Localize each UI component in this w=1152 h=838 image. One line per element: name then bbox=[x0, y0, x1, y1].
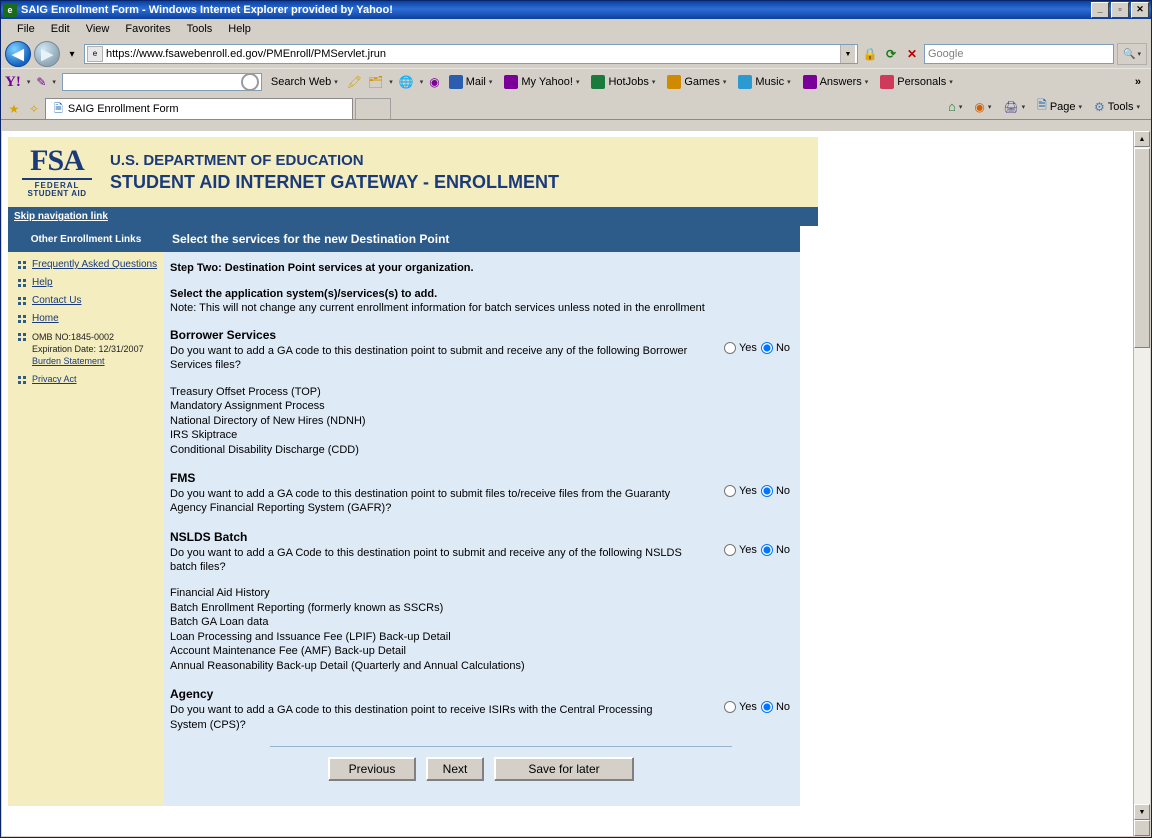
star-icon[interactable]: ★ bbox=[8, 102, 20, 116]
sidebar-item-home[interactable] bbox=[8, 306, 164, 324]
bullet-icon bbox=[18, 333, 26, 341]
banner-text bbox=[110, 152, 559, 193]
answers-label: Answers bbox=[819, 76, 862, 88]
main-panel bbox=[164, 226, 800, 806]
bullet-icon bbox=[18, 297, 26, 305]
chevron-down-icon: ▾ bbox=[488, 79, 493, 86]
page-menu-icon: 🗎 bbox=[1037, 98, 1047, 112]
search-icon bbox=[241, 73, 259, 91]
radio-label-no: No bbox=[775, 543, 790, 556]
games-button[interactable] bbox=[664, 73, 729, 91]
radio-yes-borrower-services[interactable] bbox=[724, 342, 736, 354]
radio-label-yes: Yes bbox=[738, 342, 757, 354]
chevron-down-icon[interactable]: ▾ bbox=[52, 79, 56, 86]
radio-label-yes: Yes bbox=[738, 543, 757, 556]
section-fms bbox=[170, 471, 792, 516]
bullet-icon bbox=[18, 376, 26, 384]
padlock-icon: 🔒 bbox=[862, 47, 878, 61]
save-for-later-button[interactable]: Save for later bbox=[494, 757, 634, 781]
select-instruction: Select the application system(s)/services(s) to add. bbox=[170, 288, 438, 300]
chevron-down-icon[interactable]: ▾ bbox=[389, 79, 393, 86]
refresh-button[interactable]: ⟳ bbox=[885, 47, 897, 61]
chevron-down-icon: ▾ bbox=[1137, 51, 1141, 58]
section-title: NSLDS Batch bbox=[170, 529, 248, 544]
fsa-logo-sub2: STUDENT AID bbox=[27, 189, 87, 198]
skip-navigation-bar bbox=[8, 207, 818, 226]
sidebar-omb-block bbox=[8, 324, 164, 367]
print-icon: 🖨 bbox=[1003, 99, 1019, 114]
radio-option-no[interactable] bbox=[761, 544, 790, 556]
omb-text bbox=[32, 331, 144, 367]
section-title: Agency bbox=[170, 687, 214, 702]
section-question: Do you want to add a GA code to this destination point to submit files to/receive files from the Guaranty Agency Financial Reporting System (GAFR)? bbox=[170, 488, 671, 515]
close-button[interactable]: ✕ bbox=[1131, 2, 1149, 18]
games-label: Games bbox=[684, 76, 720, 88]
web-page bbox=[2, 131, 1137, 836]
sidebar-item-label: Privacy Act bbox=[32, 374, 77, 385]
list-item: Mandatory Assignment Process bbox=[170, 400, 325, 413]
mail-icon bbox=[449, 75, 463, 89]
next-button[interactable]: Next bbox=[426, 757, 484, 781]
hotjobs-button[interactable] bbox=[588, 73, 658, 91]
radio-group-borrower-services bbox=[724, 342, 790, 354]
chevron-down-icon: ▾ bbox=[787, 79, 791, 86]
maximize-button[interactable]: ▫ bbox=[1111, 2, 1129, 18]
hotjobs-label: HotJobs bbox=[608, 76, 649, 88]
toolbar-overflow-button[interactable]: » bbox=[1134, 76, 1141, 88]
section-question: Do you want to add a GA code to this destination point to submit and receive any of the following Borrower Services files? bbox=[170, 345, 688, 372]
folder-icon[interactable]: 🗂 bbox=[368, 75, 384, 89]
tab-bar-tools bbox=[945, 94, 1151, 119]
section-question: Do you want to add a GA Code to this destination point to submit and receive any of the following NSLDS batch files? bbox=[170, 546, 682, 574]
radio-label-yes: Yes bbox=[738, 485, 757, 498]
fsa-logo-text: FSA bbox=[30, 144, 84, 177]
bullet-icon bbox=[18, 261, 26, 269]
add-favorites-icon[interactable]: ✧ bbox=[28, 102, 40, 116]
list-item: Batch Enrollment Reporting (formerly known as SSCRs) bbox=[170, 601, 444, 614]
new-tab-button[interactable] bbox=[355, 98, 391, 119]
chevron-down-icon: ▾ bbox=[958, 103, 963, 111]
bullet-icon bbox=[18, 315, 26, 323]
search-icon: 🔍 bbox=[1123, 48, 1136, 60]
my-yahoo-button[interactable] bbox=[501, 73, 582, 91]
omb-expiration: Expiration Date: 12/31/2007 bbox=[32, 344, 144, 355]
radio-label-no: No bbox=[775, 342, 790, 354]
yahoo-mail-button[interactable] bbox=[446, 73, 496, 91]
security-icons bbox=[861, 45, 921, 63]
radio-no-agency[interactable] bbox=[761, 701, 773, 713]
search-input[interactable]: Google bbox=[924, 44, 1114, 64]
title-bar bbox=[1, 1, 1151, 19]
note-text: Note: This will not change any current enrollment information for batch services unless noted in the enrollment bbox=[170, 302, 705, 314]
radio-label-yes: Yes bbox=[738, 701, 757, 714]
form-buttons bbox=[170, 747, 792, 795]
skip-navigation-link[interactable]: Skip navigation link bbox=[14, 211, 108, 222]
menu-item-view[interactable]: View bbox=[85, 23, 110, 35]
list-item: Treasury Offset Process (TOP) bbox=[170, 385, 321, 398]
page-menu-button[interactable] bbox=[1034, 94, 1085, 119]
radio-group-agency bbox=[724, 701, 790, 713]
forward-button[interactable]: ▶ bbox=[34, 41, 60, 67]
games-icon bbox=[667, 75, 681, 89]
section-question: Do you want to add a GA code to this destination point to receive ISIRs with the Central Processing System (CPS)? bbox=[170, 704, 653, 731]
radio-option-yes[interactable] bbox=[724, 485, 757, 497]
vertical-scrollbar[interactable] bbox=[1133, 131, 1150, 836]
sidebar-item-label: Home bbox=[32, 313, 59, 324]
chevron-down-icon: ▾ bbox=[1136, 103, 1140, 111]
menu-item-file[interactable]: File bbox=[17, 23, 35, 35]
sidebar-item-label: Help bbox=[32, 277, 53, 288]
personals-icon bbox=[880, 75, 894, 89]
radio-label-no: No bbox=[775, 485, 790, 498]
sidebar-item-help[interactable] bbox=[8, 270, 164, 288]
radio-group-fms bbox=[724, 485, 790, 497]
yahoo-search-input[interactable] bbox=[62, 73, 262, 91]
answers-icon bbox=[803, 75, 817, 89]
personals-button[interactable] bbox=[877, 73, 955, 91]
search-button[interactable] bbox=[1117, 43, 1147, 65]
step-text: Step Two: Destination Point services at your organization. bbox=[170, 262, 474, 274]
search-web-label: Search Web bbox=[270, 76, 332, 88]
omb-number: OMB NO:1845-0002 bbox=[32, 332, 115, 342]
bullet-icon bbox=[18, 279, 26, 287]
home-icon: ⌂ bbox=[948, 99, 956, 114]
window-title: SAIG Enrollment Form - Windows Internet Explorer provided by Yahoo! bbox=[21, 4, 393, 16]
chevron-down-icon: ▾ bbox=[864, 79, 869, 86]
scrollbar-corner bbox=[1134, 820, 1150, 836]
radio-option-yes[interactable] bbox=[724, 342, 757, 354]
yahoo-toolbar bbox=[1, 68, 1151, 95]
page-icon: 🗎 bbox=[54, 102, 63, 115]
address-input[interactable]: https://www.fsawebenroll.ed.gov/PMEnroll/PMServlet.jrun bbox=[106, 48, 387, 60]
radio-yes-agency[interactable] bbox=[724, 701, 736, 713]
sidebar-item-label: Frequently Asked Questions bbox=[32, 259, 158, 270]
radio-no-nslds-batch[interactable] bbox=[761, 544, 773, 556]
tab-label: SAIG Enrollment Form bbox=[67, 103, 179, 115]
list-item: Conditional Disability Discharge (CDD) bbox=[170, 443, 359, 456]
music-button[interactable] bbox=[735, 73, 793, 91]
section-agency bbox=[170, 687, 792, 732]
chevron-down-icon[interactable]: ▾ bbox=[26, 79, 31, 86]
page-content bbox=[2, 131, 1150, 836]
feeds-button[interactable] bbox=[971, 98, 994, 116]
scroll-down-button[interactable]: ▼ bbox=[1134, 804, 1150, 820]
chevron-down-icon: ▾ bbox=[722, 79, 727, 86]
burden-statement-link[interactable]: Burden Statement bbox=[32, 356, 105, 367]
yahoo-logo[interactable]: Y! bbox=[5, 73, 21, 90]
internet-explorer-icon: e bbox=[3, 3, 17, 17]
stop-button[interactable]: ✕ bbox=[906, 47, 918, 61]
sidebar-item-label: Contact Us bbox=[32, 295, 82, 306]
radio-no-borrower-services[interactable] bbox=[761, 342, 773, 354]
chevron-down-icon: ▾ bbox=[575, 79, 580, 86]
radio-yes-nslds-batch[interactable] bbox=[724, 544, 736, 556]
my-yahoo-icon bbox=[504, 75, 518, 89]
navigation-bar bbox=[1, 40, 1151, 68]
radio-group-nslds-batch bbox=[724, 544, 790, 556]
scrollbar-thumb[interactable] bbox=[1134, 148, 1150, 348]
address-dropdown-icon[interactable]: ▼ bbox=[840, 45, 855, 63]
menu-bar bbox=[1, 19, 1151, 40]
my-yahoo-label: My Yahoo! bbox=[521, 76, 573, 88]
sidebar-item-privacy-act[interactable] bbox=[8, 367, 164, 384]
back-button[interactable]: ◀ bbox=[5, 41, 31, 67]
section-title: Borrower Services bbox=[170, 328, 277, 342]
banner-line-1: U.S. DEPARTMENT OF EDUCATION bbox=[110, 151, 364, 169]
chevron-down-icon: ▾ bbox=[334, 79, 338, 86]
menu-item-help[interactable]: Help bbox=[228, 23, 251, 35]
tools-icon: ⚙ bbox=[1094, 99, 1105, 114]
antispy-icon[interactable]: ◉ bbox=[429, 75, 440, 89]
chevron-down-icon[interactable]: ▾ bbox=[419, 79, 424, 86]
personals-label: Personals bbox=[897, 76, 947, 88]
section-list bbox=[170, 586, 792, 673]
main-heading: Select the services for the new Destination Point bbox=[164, 226, 800, 252]
sidebar-item-contact-us[interactable] bbox=[8, 288, 164, 306]
site-banner bbox=[8, 137, 818, 207]
radio-label-no: No bbox=[775, 701, 790, 714]
radio-option-yes[interactable] bbox=[724, 544, 757, 556]
hotjobs-icon bbox=[591, 75, 605, 89]
section-borrower-services bbox=[170, 328, 792, 457]
radio-option-no[interactable] bbox=[761, 342, 790, 354]
radio-yes-fms[interactable] bbox=[724, 485, 736, 497]
print-button[interactable] bbox=[1000, 98, 1028, 116]
chevron-down-icon: ▾ bbox=[949, 79, 953, 86]
list-item: Account Maintenance Fee (AMF) Back-up Detail bbox=[170, 645, 406, 658]
menu-item-edit[interactable]: Edit bbox=[50, 23, 70, 35]
yahoo-mail-label: Mail bbox=[465, 76, 486, 88]
section-nslds-batch bbox=[170, 530, 792, 674]
list-item: IRS Skiptrace bbox=[170, 429, 238, 442]
banner-line-2: STUDENT AID INTERNET GATEWAY - ENROLLMENT bbox=[110, 171, 560, 192]
section-title: FMS bbox=[170, 471, 196, 486]
search-web-button[interactable] bbox=[268, 74, 341, 90]
chevron-down-icon: ▾ bbox=[1078, 103, 1083, 111]
sidebar bbox=[8, 226, 164, 806]
answers-button[interactable] bbox=[800, 73, 872, 91]
scroll-up-button[interactable]: ▲ bbox=[1134, 131, 1150, 147]
music-icon bbox=[738, 75, 752, 89]
list-item: Financial Aid History bbox=[170, 587, 270, 600]
list-item: National Directory of New Hires (NDNH) bbox=[170, 414, 366, 427]
fsa-logo-sub1: FEDERAL bbox=[34, 181, 80, 190]
chevron-down-icon: ▾ bbox=[651, 79, 656, 86]
sidebar-heading: Other Enrollment Links bbox=[8, 226, 164, 252]
radio-no-fms[interactable] bbox=[761, 485, 773, 497]
globe-icon[interactable]: 🌐 bbox=[398, 75, 414, 89]
menu-item-tools[interactable]: Tools bbox=[186, 23, 213, 35]
previous-button[interactable]: Previous bbox=[328, 757, 416, 781]
menu-item-favorites[interactable]: Favorites bbox=[125, 23, 171, 35]
chevron-down-icon: ▾ bbox=[987, 103, 992, 111]
minimize-button[interactable]: _ bbox=[1091, 2, 1109, 18]
tools-menu-label: Tools bbox=[1107, 100, 1134, 113]
sidebar-item-faq[interactable] bbox=[8, 252, 164, 270]
tab-bar bbox=[1, 95, 1151, 120]
page-icon: e bbox=[87, 46, 103, 62]
history-dropdown-icon[interactable]: ▾ bbox=[69, 48, 75, 60]
radio-option-no[interactable] bbox=[761, 701, 790, 713]
radio-option-yes[interactable] bbox=[724, 701, 757, 713]
radio-option-no[interactable] bbox=[761, 485, 790, 497]
main-body bbox=[164, 252, 800, 795]
window-controls bbox=[1091, 2, 1149, 18]
rss-icon: ◉ bbox=[974, 99, 985, 114]
home-button[interactable] bbox=[945, 97, 965, 116]
page-body bbox=[8, 226, 1137, 806]
fsa-logo bbox=[18, 146, 96, 198]
chevron-down-icon: ▾ bbox=[1021, 103, 1026, 111]
tools-menu-button[interactable] bbox=[1091, 98, 1143, 116]
logo-divider bbox=[22, 178, 92, 180]
pencil-icon[interactable]: ✎ bbox=[36, 75, 47, 89]
music-label: Music bbox=[755, 76, 785, 88]
address-bar[interactable] bbox=[84, 44, 858, 64]
list-item: Annual Reasonability Back-up Detail (Quarterly and Annual Calculations) bbox=[170, 659, 525, 672]
page-menu-label: Page bbox=[1049, 100, 1076, 113]
highlighter-icon[interactable]: 🖍 bbox=[346, 75, 362, 89]
tab-saig-enrollment-form[interactable] bbox=[45, 98, 353, 119]
list-item: Loan Processing and Issuance Fee (LPIF) Back-up Detail bbox=[170, 630, 451, 643]
section-list bbox=[170, 385, 792, 458]
list-item: Batch GA Loan data bbox=[170, 616, 269, 629]
